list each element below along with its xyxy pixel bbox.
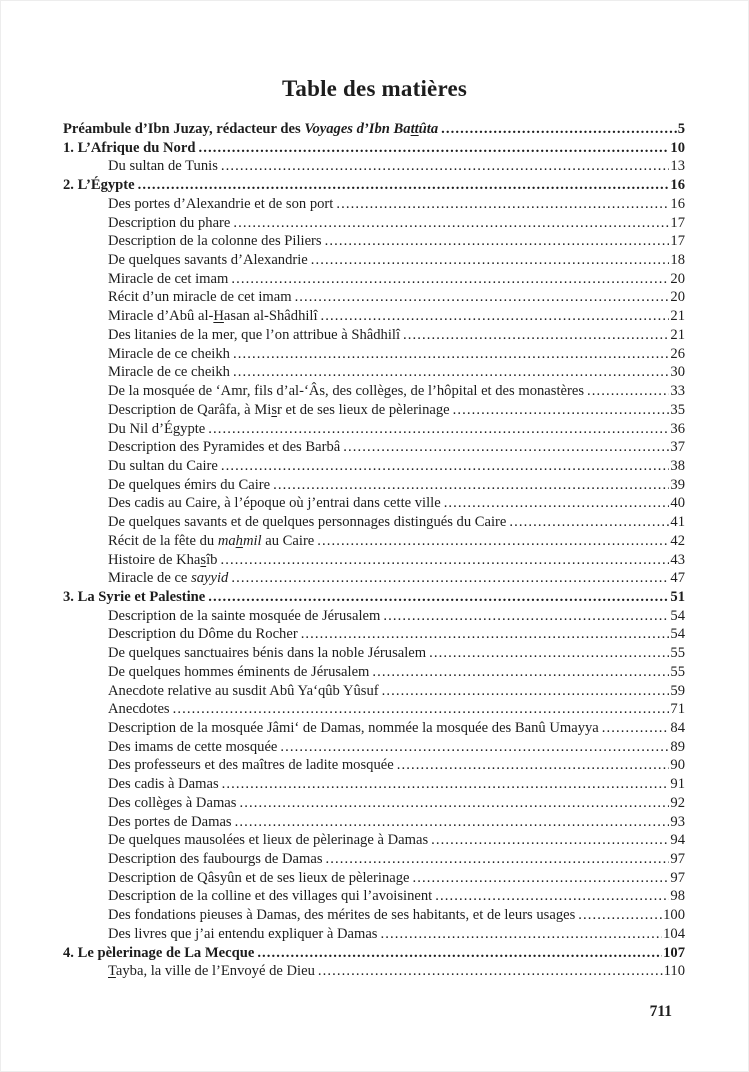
entry-page: 47: [670, 570, 685, 587]
entry-title: De la mosquée de ‘Amr, fils d’al-‘Âs, des collèges, de l’hôpital et des monastères: [108, 383, 584, 400]
entry-title: Description du Dôme du Rocher: [108, 626, 298, 643]
entry-title: Récit d’un miracle de cet imam: [108, 289, 292, 306]
entry-title: Des fondations pieuses à Damas, des mérites de ses habitants, et de leurs usages: [108, 907, 576, 924]
entry-title: Des professeurs et des maîtres de ladite mosquée: [108, 757, 394, 774]
entry-page: 98: [670, 888, 685, 905]
entry-title: De quelques émirs du Caire: [108, 476, 271, 493]
toc-entry: [63, 888, 685, 907]
entry-title: De quelques mausolées et lieux de pèlerinage à Damas: [108, 832, 429, 849]
entry-title: Description des faubourgs de Damas: [108, 851, 323, 868]
entry-title: Des imams de cette mosquée: [108, 738, 278, 755]
entry-page: 13: [670, 158, 685, 175]
entry-title: Des livres que j’ai entendu expliquer à Damas: [108, 925, 378, 942]
leader-dots: [325, 233, 670, 250]
toc-entry: [63, 346, 685, 365]
toc-entry: [63, 926, 685, 945]
leader-dots: [301, 626, 670, 643]
toc-entry: [63, 757, 685, 776]
toc-entry: [63, 495, 685, 514]
toc-entry: [63, 832, 685, 851]
entry-title: Récit de la fête du mahmil au Caire: [108, 532, 315, 549]
leader-dots: [257, 945, 662, 962]
entry-title: Miracle de ce cheikh: [108, 364, 230, 381]
toc-entry: [63, 421, 685, 440]
toc-entry: [63, 177, 685, 196]
entry-title: Description de Qarâfa, à Misr et de ses lieux de pèlerinage: [108, 401, 450, 418]
leader-dots: [431, 832, 669, 849]
entry-title: 1. L’Afrique du Nord: [63, 139, 196, 156]
leader-dots: [233, 346, 669, 363]
entry-title: Miracle de ce sayyid: [108, 570, 229, 587]
entry-page: 55: [670, 645, 685, 662]
leader-dots: [429, 645, 669, 662]
leader-dots: [381, 926, 663, 943]
leader-dots: [326, 851, 670, 868]
entry-page: 16: [670, 177, 685, 194]
toc-entry: [63, 289, 685, 308]
leader-dots: [444, 495, 670, 512]
entry-page: 20: [670, 289, 685, 306]
entry-page: 38: [670, 457, 685, 474]
entry-page: 10: [670, 139, 685, 156]
leader-dots: [318, 963, 663, 980]
entry-page: 97: [670, 851, 685, 868]
entry-page: 41: [670, 514, 685, 531]
entry-title: Des litanies de la mer, que l’on attribue à Shâdhilî: [108, 326, 401, 343]
page-title: Table des matières: [281, 76, 468, 101]
entry-title: Anecdotes: [108, 701, 170, 718]
entry-title: Miracle de cet imam: [108, 270, 229, 287]
leader-dots: [441, 121, 677, 138]
leader-dots: [295, 289, 670, 306]
toc-entry: [63, 851, 685, 870]
leader-dots: [198, 140, 669, 157]
toc-entry: [63, 402, 685, 421]
toc-entry: [63, 739, 685, 758]
leader-dots: [321, 308, 670, 325]
leader-dots: [587, 383, 669, 400]
entry-page: 110: [663, 963, 685, 980]
entry-title: Des portes d’Alexandrie et de son port: [108, 195, 334, 212]
leader-dots: [231, 570, 669, 587]
entry-page: 93: [670, 813, 685, 830]
entry-page: 59: [670, 682, 685, 699]
leader-dots: [233, 364, 669, 381]
entry-page: 40: [670, 495, 685, 512]
toc-entry: [63, 215, 685, 234]
entry-title: Des collèges à Damas: [108, 794, 237, 811]
entry-page: 91: [670, 776, 685, 793]
entry-page: 54: [670, 626, 685, 643]
entry-page: 16: [670, 195, 685, 212]
entry-page: 35: [670, 401, 685, 418]
leader-dots: [413, 870, 670, 887]
leader-dots: [343, 439, 669, 456]
entry-page: 104: [663, 925, 685, 942]
toc-entry: [63, 795, 685, 814]
entry-title: De quelques savants d’Alexandrie: [108, 252, 308, 269]
entry-title: Du sultan du Caire: [108, 457, 218, 474]
leader-dots: [453, 402, 670, 419]
entry-title: Description des Pyramides et des Barbâ: [108, 439, 341, 456]
toc-entry: [63, 140, 685, 159]
entry-page: 107: [663, 944, 685, 961]
leader-dots: [233, 215, 669, 232]
entry-page: 54: [670, 607, 685, 624]
toc-entry: [63, 514, 685, 533]
toc-entry: [63, 233, 685, 252]
entry-page: 94: [670, 832, 685, 849]
toc-entry: [63, 963, 685, 982]
entry-page: 17: [670, 214, 685, 231]
entry-title: Description du phare: [108, 214, 231, 231]
leader-dots: [220, 552, 669, 569]
entry-page: 33: [670, 383, 685, 400]
entry-page: 89: [670, 738, 685, 755]
toc-entry: [63, 570, 685, 589]
entry-page: 20: [670, 270, 685, 287]
toc-entry: [63, 720, 685, 739]
leader-dots: [397, 757, 670, 774]
toc-entry: [63, 552, 685, 571]
entry-page: 26: [670, 345, 685, 362]
entry-title: Du sultan de Tunis: [108, 158, 218, 175]
toc-entry: [63, 271, 685, 290]
entry-title: Miracle d’Abû al-Hasan al-Shâdhilî: [108, 308, 318, 325]
entry-title: De quelques savants et de quelques personnages distingués du Caire: [108, 514, 507, 531]
toc-entry: [63, 121, 685, 140]
leader-dots: [239, 795, 669, 812]
toc-entry: [63, 776, 685, 795]
leader-dots: [382, 683, 670, 700]
leader-dots: [273, 477, 669, 494]
entry-page: 17: [670, 233, 685, 250]
entry-page: 36: [670, 420, 685, 437]
toc-entry: [63, 814, 685, 833]
leader-dots: [280, 739, 669, 756]
toc-list: [63, 121, 685, 982]
toc-entry: [63, 701, 685, 720]
entry-page: 51: [670, 588, 685, 605]
entry-page: 39: [670, 476, 685, 493]
leader-dots: [383, 608, 669, 625]
leader-dots: [235, 814, 670, 831]
toc-entry: [63, 533, 685, 552]
entry-page: 42: [670, 532, 685, 549]
leader-dots: [208, 421, 669, 438]
toc-entry: [63, 458, 685, 477]
entry-title: Tayba, la ville de l’Envoyé de Dieu: [108, 963, 315, 980]
leader-dots: [403, 327, 669, 344]
leader-dots: [138, 177, 670, 194]
toc-entry: [63, 608, 685, 627]
entry-title: Des cadis à Damas: [108, 776, 219, 793]
entry-title: Description de la colline et des villages qui l’avoisinent: [108, 888, 433, 905]
entry-title: Description de Qâsyûn et de ses lieux de pèlerinage: [108, 869, 410, 886]
toc-entry: [63, 252, 685, 271]
toc-entry: [63, 158, 685, 177]
leader-dots: [435, 888, 669, 905]
entry-title: Description de la mosquée Jâmi‘ de Damas, nommée la mosquée des Banû Umayya: [108, 720, 599, 736]
toc-entry: [63, 364, 685, 383]
entry-page: 84: [670, 720, 685, 736]
entry-page: 71: [670, 701, 685, 718]
leader-dots: [336, 196, 669, 213]
entry-page: 21: [670, 326, 685, 343]
entry-page: 90: [670, 757, 685, 774]
entry-page: 92: [670, 794, 685, 811]
toc-entry: [63, 383, 685, 402]
leader-dots: [231, 271, 669, 288]
toc-entry: [63, 626, 685, 645]
entry-page: 97: [670, 869, 685, 886]
entry-title: Anecdote relative au susdit Abû Ya‘qûb Yûsuf: [108, 682, 379, 699]
entry-page: 21: [670, 308, 685, 325]
toc-entry: [63, 327, 685, 346]
leader-dots: [222, 776, 670, 793]
leader-dots: [578, 907, 662, 924]
entry-page: 43: [670, 551, 685, 568]
entry-page: 37: [670, 439, 685, 456]
entry-page: 5: [677, 121, 685, 137]
entry-page: 18: [670, 252, 685, 269]
leader-dots: [317, 533, 669, 550]
entry-page: 30: [670, 364, 685, 381]
entry-title: De quelques sanctuaires bénis dans la noble Jérusalem: [108, 645, 427, 662]
leader-dots: [221, 158, 670, 175]
entry-title: Description de la colonne des Piliers: [108, 233, 322, 250]
toc-entry: [63, 907, 685, 926]
toc-entry: [63, 439, 685, 458]
entry-title: 4. Le pèlerinage de La Mecque: [63, 944, 255, 961]
toc-entry: [63, 196, 685, 215]
entry-page: 55: [670, 663, 685, 680]
leader-dots: [208, 589, 669, 606]
leader-dots: [221, 458, 670, 475]
entry-title: De quelques hommes éminents de Jérusalem: [108, 663, 370, 680]
leader-dots: [311, 252, 670, 269]
leader-dots: [372, 664, 669, 681]
entry-title: Miracle de ce cheikh: [108, 345, 230, 362]
toc-entry: [63, 477, 685, 496]
leader-dots: [173, 701, 670, 718]
toc-entry: [63, 645, 685, 664]
toc-entry: [63, 589, 685, 608]
entry-title: 2. L’Égypte: [63, 177, 135, 194]
entry-title: Du Nil d’Égypte: [108, 420, 206, 437]
entry-title: 3. La Syrie et Palestine: [63, 588, 206, 605]
toc-entry: [63, 683, 685, 702]
toc-entry: [63, 664, 685, 683]
entry-title: Des portes de Damas: [108, 813, 232, 830]
entry-title: Des cadis au Caire, à l’époque où j’entrai dans cette ville: [108, 495, 441, 512]
leader-dots: [602, 720, 670, 737]
entry-page: 100: [663, 907, 685, 924]
toc-entry: [63, 945, 685, 964]
entry-title: Histoire de Khasîb: [108, 551, 218, 568]
toc-entry: [63, 308, 685, 327]
entry-title: Description de la sainte mosquée de Jérusalem: [108, 607, 381, 624]
entry-title: Préambule d’Ibn Juzay, rédacteur des Voyages d’Ibn Battûta: [63, 121, 439, 137]
leader-dots: [509, 514, 669, 531]
toc-entry: [63, 870, 685, 889]
page-number: 711: [649, 1003, 672, 1020]
